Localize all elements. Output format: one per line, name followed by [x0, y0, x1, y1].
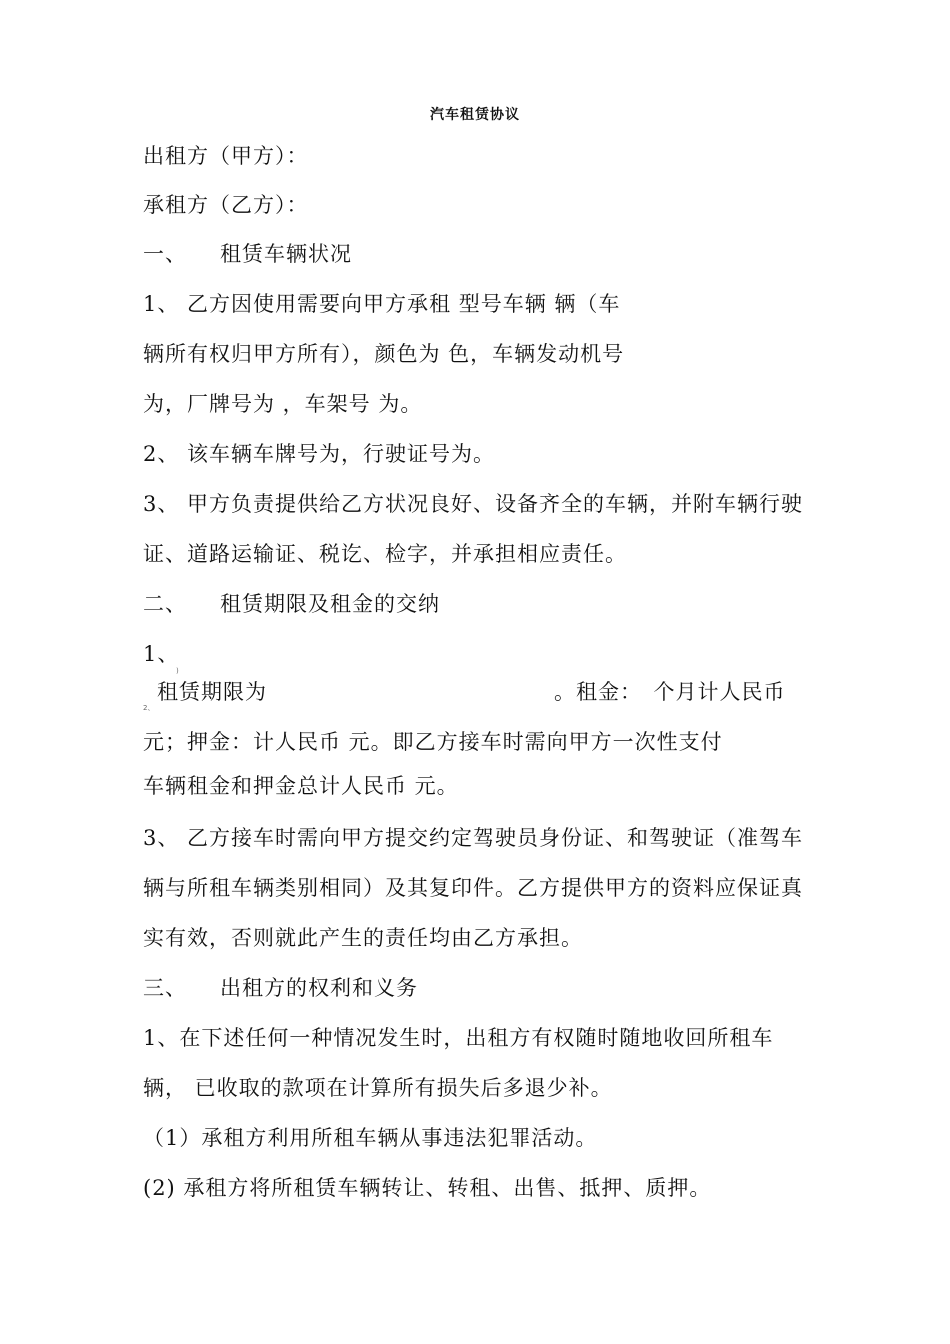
section1-item2: 2、 该车辆车牌号为，行驶证号为。 [143, 442, 496, 466]
section2-item1-number: 1、 [143, 642, 180, 666]
section3-sub2: (2) 承租方将所租赁车辆转让、转租、出售、抵押、质押。 [143, 1176, 712, 1200]
section1-item1-line2: 辆所有权归甲方所有），颜色为 色，车辆发动机号 [143, 342, 625, 366]
section1-item3-line2: 证、道路运输证、税讫、检字，并承担相应责任。 [143, 542, 627, 566]
section1-item1-line3: 为，厂牌号为 ，车架号 为。 [143, 392, 423, 416]
section2-item3-line3: 实有效，否则就此产生的责任均由乙方承担。 [143, 926, 583, 950]
section2-heading [143, 590, 440, 618]
small-mark-1: ) [176, 667, 179, 675]
section2-number: 二、 [143, 592, 187, 616]
section1-item3-line1: 3、 甲方负责提供给乙方状况良好、设备齐全的车辆，并附车辆行驶 [143, 492, 804, 516]
section3-sub1: （1）承租方利用所租车辆从事违法犯罪活动。 [143, 1126, 598, 1150]
section2-item1-line2: 元；押金：计人民币 元。即乙方接车时需向甲方一次性支付 [143, 730, 723, 754]
section3-item1-line1: 1、在下述任何一种情况发生时，出租方有权随时随地收回所租车 [143, 1026, 774, 1050]
section2-item1-line3: 车辆租金和押金总计人民币 元。 [143, 774, 459, 798]
section2-item3-line2: 辆与所租车辆类别相同）及其复印件。乙方提供甲方的资料应保证真 [143, 876, 803, 900]
document-title: 汽车租赁协议 [430, 107, 520, 123]
small-mark-2: 2、 [143, 704, 155, 712]
section1-title: 租赁车辆状况 [220, 242, 352, 266]
section2-item1-line1-right: 。租金： 个月计人民币 [554, 680, 786, 704]
section2-item3-line1: 3、 乙方接车时需向甲方提交约定驾驶员身份证、和驾驶证（准驾车 [143, 826, 804, 850]
lessee-line: 承租方（乙方）： [143, 193, 309, 217]
section3-number: 三、 [143, 976, 187, 1000]
section3-heading [143, 974, 418, 1002]
section1-heading [143, 240, 352, 268]
section1-item1-line1: 1、 乙方因使用需要向甲方承租 型号车辆 辆（车 [143, 292, 621, 316]
section3-item1-line2: 辆， 已收取的款项在计算所有损失后多退少补。 [143, 1076, 613, 1100]
lessor-line: 出租方（甲方）： [143, 144, 309, 168]
section2-title: 租赁期限及租金的交纳 [220, 592, 440, 616]
section2-item1-line1-left: 租赁期限为 [157, 680, 267, 704]
section1-number: 一、 [143, 242, 187, 266]
section3-title: 出租方的权利和义务 [220, 976, 418, 1000]
